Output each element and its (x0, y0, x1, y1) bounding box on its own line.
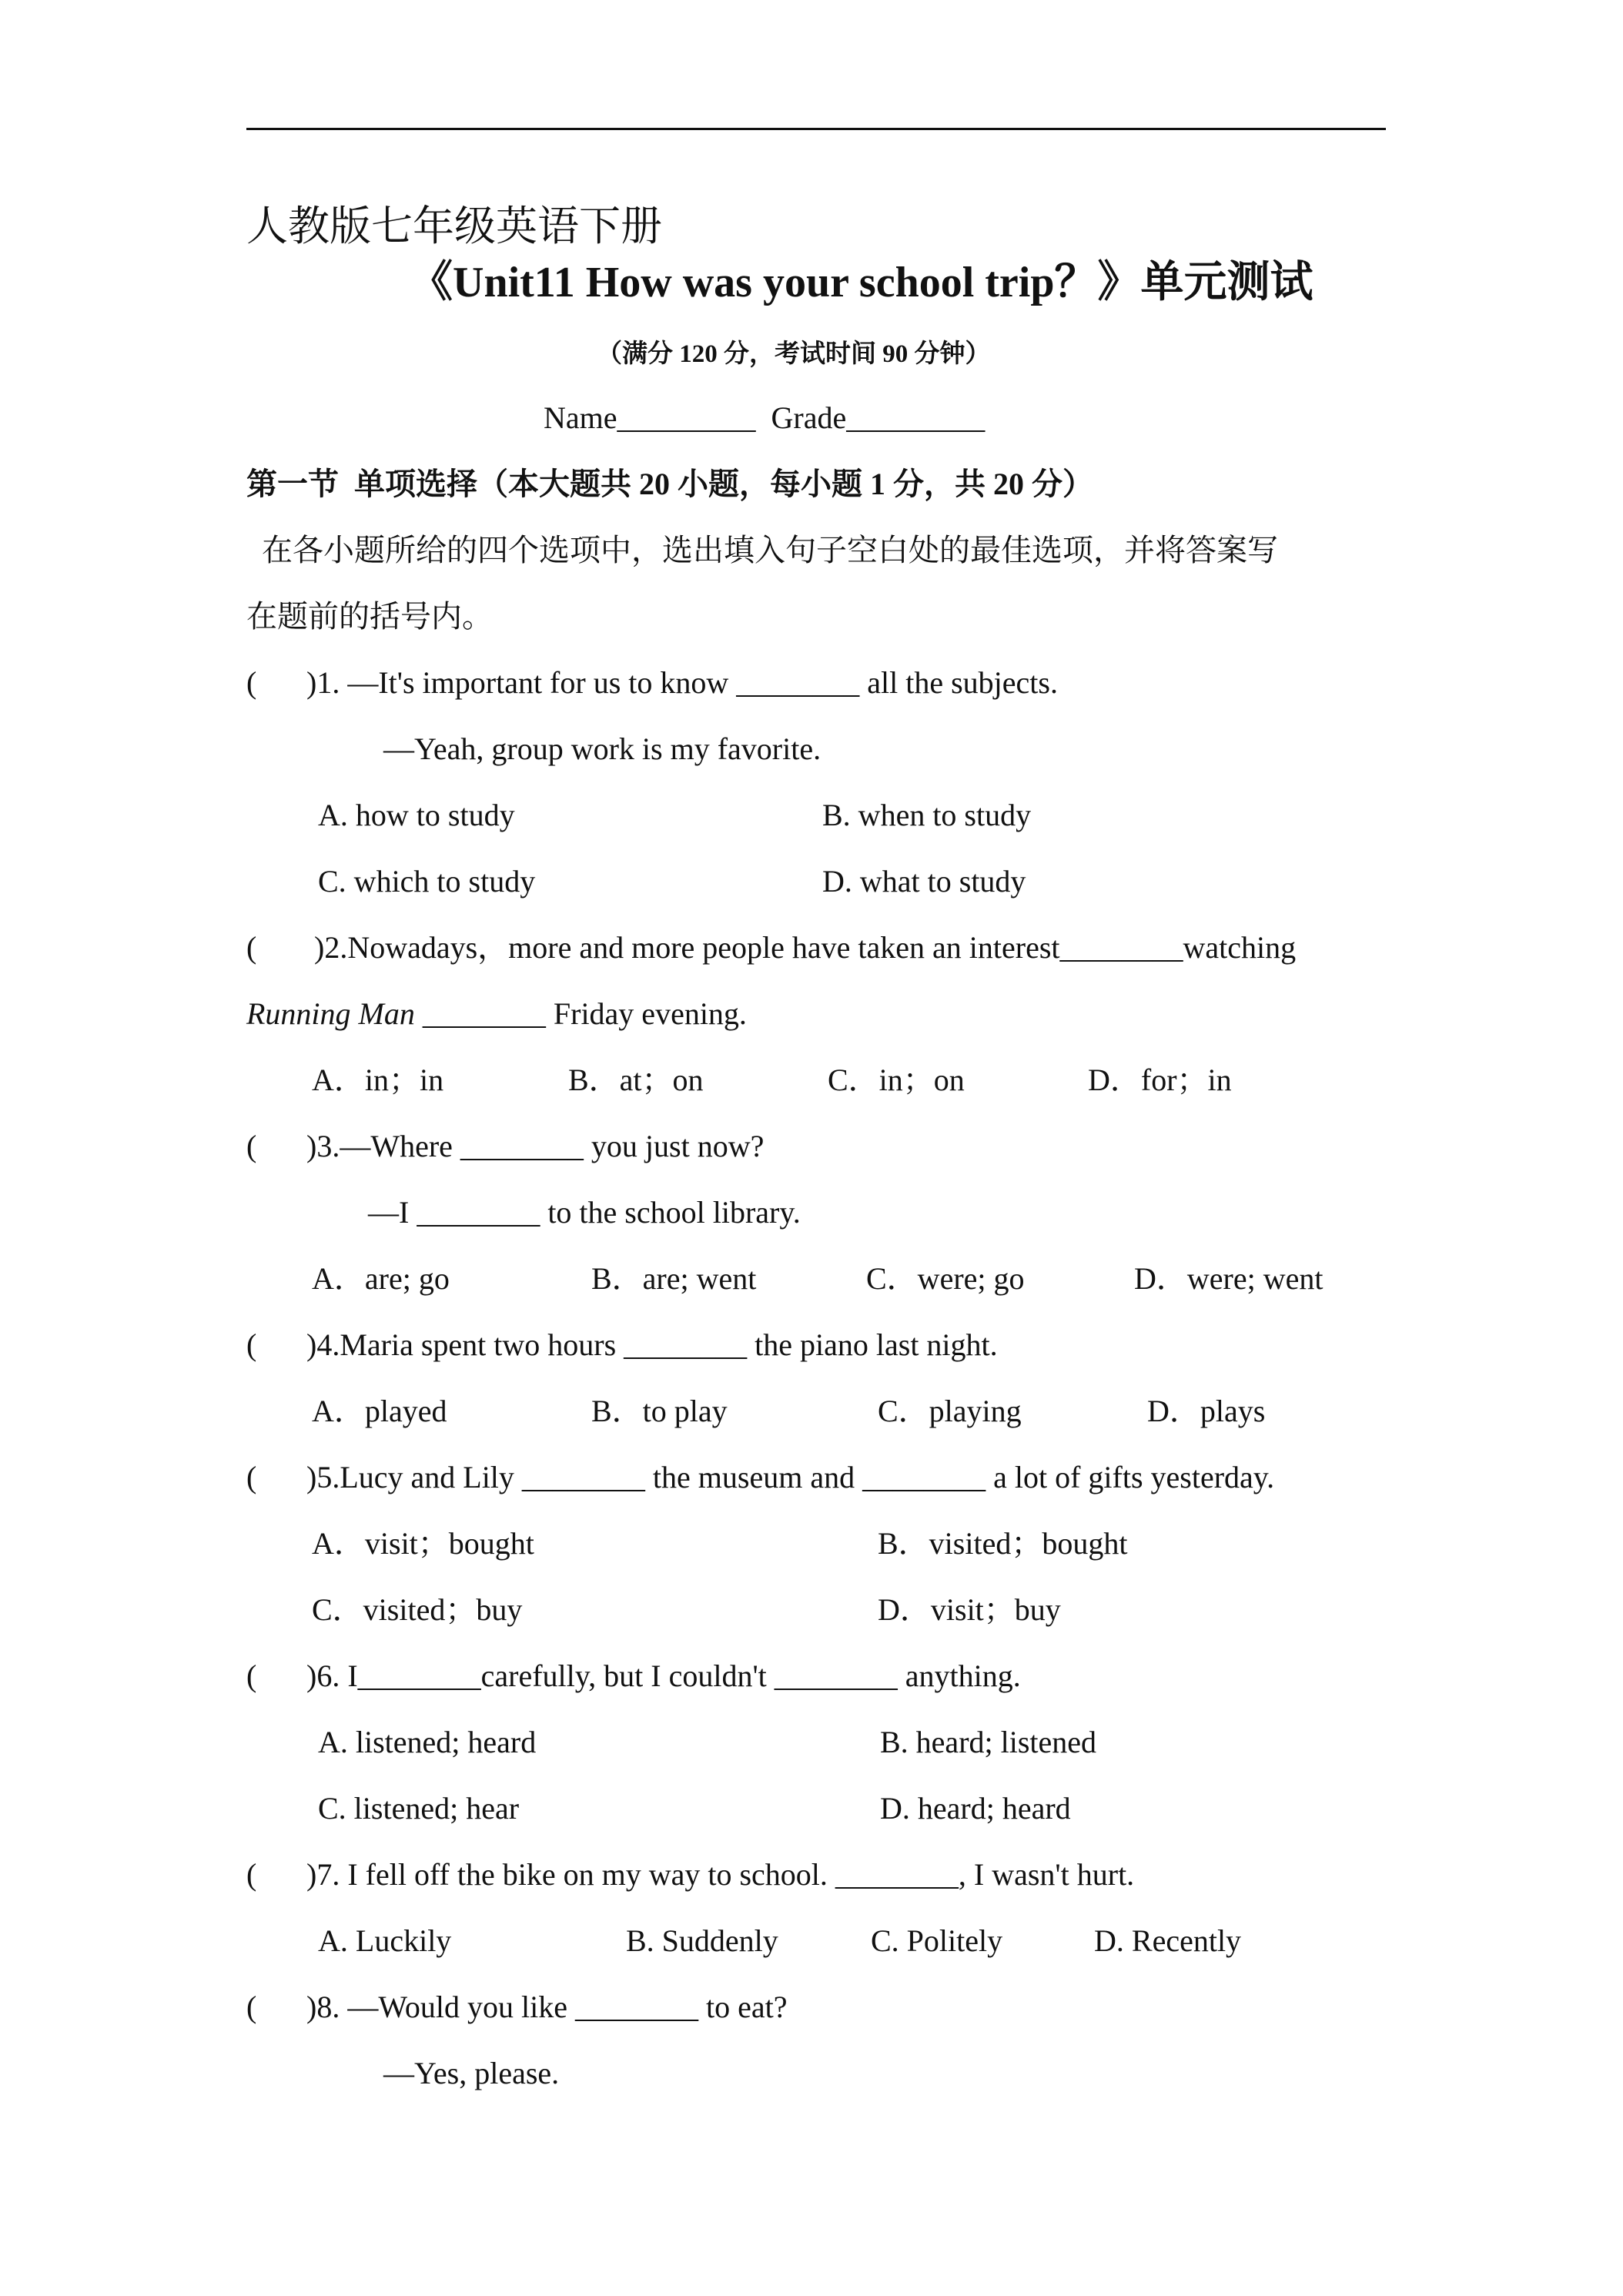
question-7-option-a: A. Luckily (318, 1923, 452, 1958)
question-1-option-a: A. how to study (318, 798, 515, 832)
question-2-stem-rest: ________ Friday evening. (414, 996, 747, 1031)
question-7-option-b: B. Suddenly (626, 1923, 778, 1958)
answer-paren: ( (246, 930, 257, 965)
question-6-option-d: D. heard; heard (880, 1791, 1071, 1826)
score-note: （满分 120 分，考试时间 90 分钟） (597, 340, 991, 368)
answer-paren: ( (246, 1327, 257, 1362)
question-1-option-b: B. when to study (822, 798, 1032, 832)
question-5-option-b: B．visited；bought (878, 1526, 1128, 1561)
question-6-stem: )6. I________carefully, but I couldn't ________ anything. (306, 1658, 1021, 1693)
question-1-option-d: D. what to study (822, 864, 1026, 899)
question-6-option-b: B. heard; listened (880, 1725, 1097, 1759)
title-line-2: 《Unit11 How was your school trip？》单元测试 (410, 259, 1313, 306)
question-7-stem: )7. I fell off the bike on my way to school. ________, I wasn't hurt. (306, 1857, 1135, 1892)
question-5-option-a: A．visit；bought (312, 1526, 534, 1561)
answer-paren: ( (246, 1857, 257, 1892)
question-3-option-b: B．are; went (591, 1261, 757, 1296)
question-8-stem: )8. —Would you like ________ to eat? (306, 1990, 788, 2024)
answer-paren: ( (246, 665, 257, 700)
question-3-reply: —I ________ to the school library. (368, 1195, 801, 1230)
question-4-option-d: D．plays (1147, 1394, 1266, 1428)
question-1-stem: )1. —It's important for us to know ________ all the subjects. (306, 665, 1058, 700)
answer-paren: ( (246, 1129, 257, 1163)
question-4-option-b: B．to play (591, 1394, 728, 1428)
question-3-option-c: C．were; go (866, 1261, 1025, 1296)
top-rule (246, 128, 1386, 130)
question-8-reply: —Yes, please. (383, 2056, 560, 2090)
question-2-option-d: D．for；in (1088, 1063, 1232, 1097)
question-5-option-d: D．visit；buy (878, 1592, 1061, 1627)
question-5-option-c: C．visited；buy (312, 1592, 523, 1627)
question-2-option-a: A．in；in (312, 1063, 444, 1097)
question-3-stem: )3.—Where ________ you just now? (306, 1129, 765, 1163)
question-6-option-c: C. listened; hear (318, 1791, 520, 1826)
question-7-option-d: D. Recently (1094, 1923, 1242, 1958)
question-1-option-c: C. which to study (318, 864, 536, 899)
question-2-option-b: B．at；on (568, 1063, 704, 1097)
section-instruction-1: 在各小题所给的四个选项中，选出填入句子空白处的最佳选项，并将答案写 (246, 533, 1278, 567)
question-1-reply: —Yeah, group work is my favorite. (383, 731, 822, 766)
question-6-option-a: A. listened; heard (318, 1725, 537, 1759)
question-3-option-d: D．were; went (1134, 1261, 1323, 1296)
answer-paren: ( (246, 1990, 257, 2024)
question-5-stem: )5.Lucy and Lily ________ the museum and ________ a lot of gifts yesterday. (306, 1460, 1275, 1494)
question-2-show-title: Running Man (246, 996, 415, 1031)
answer-paren: ( (246, 1658, 257, 1693)
question-2-option-c: C．in；on (828, 1063, 965, 1097)
question-2-stem-cont (246, 995, 747, 1033)
section-instruction-2: 在题前的括号内。 (246, 599, 493, 634)
question-4-option-c: C．playing (878, 1394, 1022, 1428)
question-4-option-a: A．played (312, 1394, 447, 1428)
name-grade-line: Name_________ Grade_________ (544, 400, 986, 435)
question-2-stem: )2.Nowadays，more and more people have taken an interest________watching (314, 930, 1297, 965)
question-4-stem: )4.Maria spent two hours ________ the piano last night. (306, 1327, 998, 1362)
question-7-option-c: C. Politely (871, 1923, 1003, 1958)
answer-paren: ( (246, 1460, 257, 1494)
title-line-1: 人教版七年级英语下册 (246, 203, 662, 249)
section-heading: 第一节 单项选择（本大题共 20 小题，每小题 1 分，共 20 分） (246, 467, 1093, 501)
question-3-option-a: A．are; go (312, 1261, 450, 1296)
